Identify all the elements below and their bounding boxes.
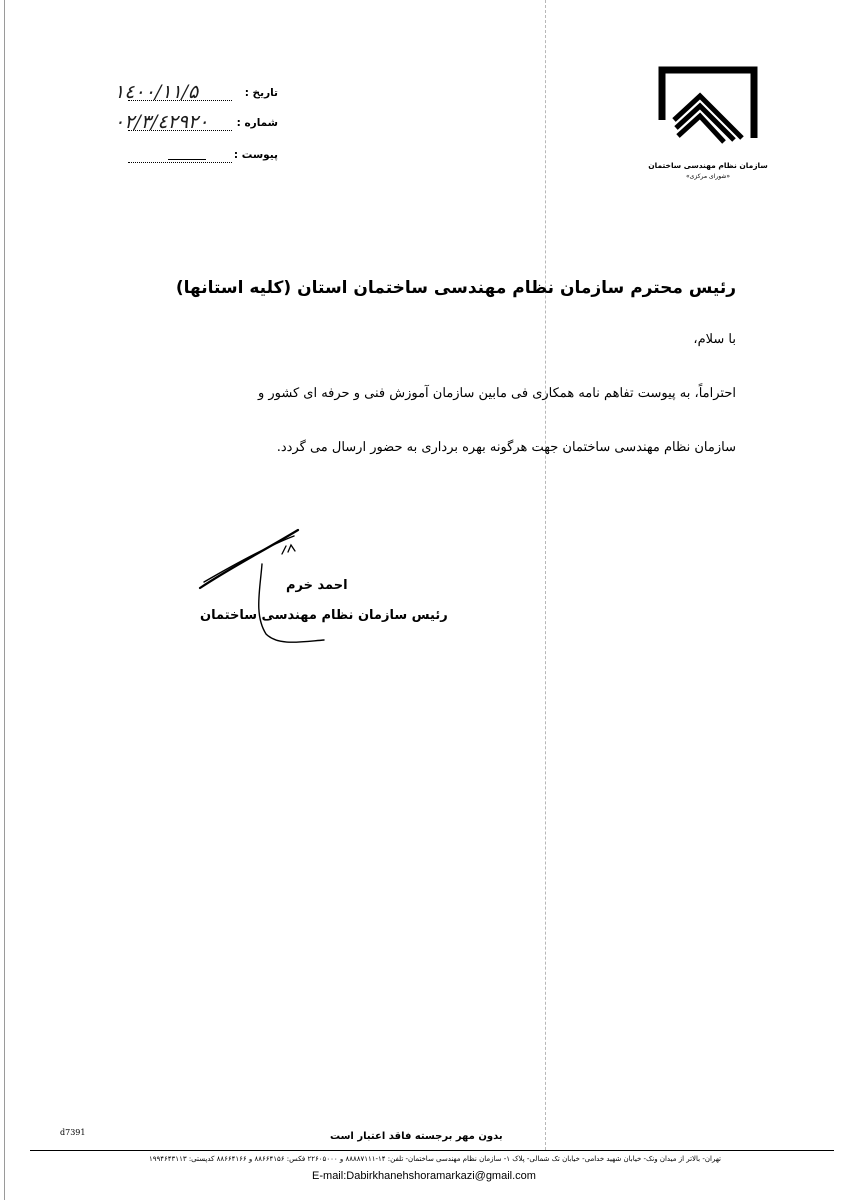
- attachment-dash: [168, 159, 206, 160]
- letter-addressee: رئیس محترم سازمان نظام مهندسی ساختمان استان (کلیه استانها): [175, 278, 736, 298]
- letter-paragraph-line-2: سازمان نظام مهندسی ساختمان جهت هرگونه بهره برداری به حضور ارسال می گردد.: [276, 440, 736, 455]
- scan-fold-line: [545, 0, 546, 1150]
- date-value: ۱٤٠٠/۱۱/۵: [114, 81, 199, 103]
- footer-divider: [30, 1150, 834, 1151]
- logo-org-subtitle: «شورای مرکزی»: [685, 173, 731, 180]
- attachment-label: پیوست :: [233, 149, 278, 161]
- date-row: [100, 81, 278, 106]
- attachment-row: [100, 146, 278, 168]
- attachment-dotted-line: [128, 162, 232, 163]
- letter-paragraph-line-1: احتراماً، به پیوست تفاهم نامه همکاری فی مابین سازمان آموزش فنی و حرفه ای کشور و: [257, 386, 736, 401]
- number-label: شماره :: [236, 117, 278, 129]
- signer-name: احمد خرم: [286, 578, 348, 593]
- footer-address: تهران- بالاتر از میدان ونک- خیابان شهید خدامی- خیابان تک شمالی- پلاک ۱- سازمان نظام مهندسی ساختمان- تلفن: ۱۴-۸۸۸۸۷۱۱۱ و ۲۲۶۰۵۰۰۰ فکس: ۸۸۶۶۴۱۵۶ و ۸۸۶۶۴۱۶۶ کدپستی: ۱۹۹۴۶۴۳۱۱۳: [148, 1155, 721, 1163]
- org-logo: [648, 62, 768, 192]
- number-row: [100, 111, 278, 136]
- date-label: تاریخ :: [244, 87, 278, 99]
- page-edge-line: [4, 0, 5, 1200]
- number-value: ٠٢/٣/٤٢٩٢٠: [114, 111, 209, 133]
- stamp-validity-note: بدون مهر برجسته فاقد اعتبار است: [330, 1131, 503, 1142]
- document-code: d7391: [60, 1128, 86, 1137]
- signer-title: رئیس سازمان نظام مهندسی ساختمان: [200, 608, 448, 623]
- footer-email: E-mail:Dabirkhanehshoramarkazi@gmail.com: [312, 1170, 536, 1182]
- logo-emblem-icon: [656, 62, 760, 158]
- letter-greeting: با سلام،: [693, 332, 736, 347]
- logo-org-name: سازمان نظام مهندسی ساختمان: [648, 161, 768, 170]
